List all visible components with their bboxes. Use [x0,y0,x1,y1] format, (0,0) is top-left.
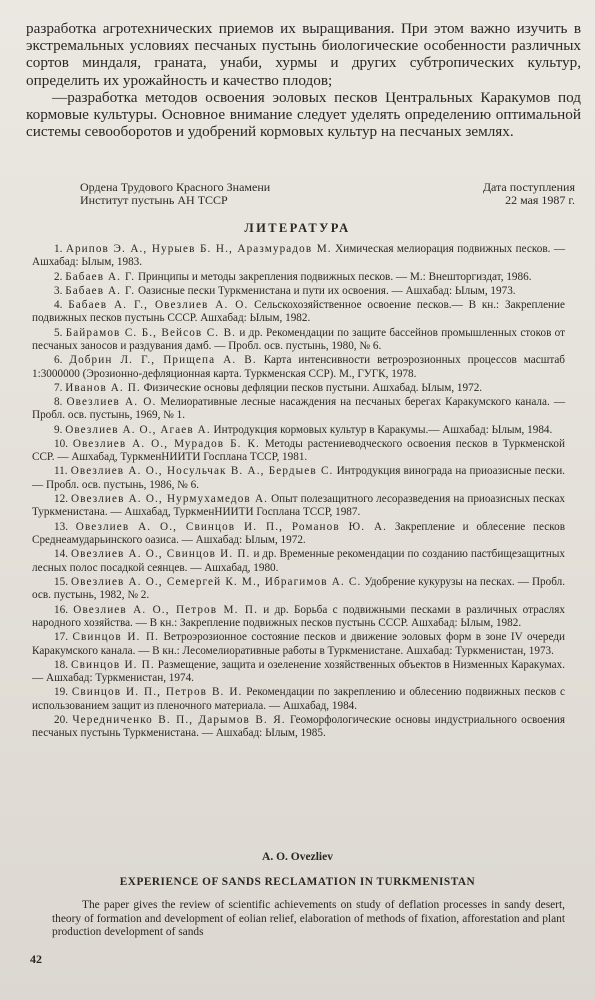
reference-number: 3. [54,284,66,297]
reference-item [32,659,565,686]
reference-item [32,327,565,354]
reference-item [32,521,565,548]
reference-item [32,243,565,270]
reference-authors: Бабаев А. Г., Овезлиев А. О. [68,299,249,312]
reference-item [32,714,565,741]
reference-authors: Свинцов И. П., Петров В. И. [71,686,243,699]
reference-number: 16. [54,603,74,616]
reference-number: 13. [54,520,76,533]
reference-item [32,382,565,395]
reference-authors: Свинцов И. П. [72,631,160,644]
reference-item [32,299,565,326]
reference-text: Карта интенсивности ветроэрозионных процессов масштаб 1:3000000 (Эрозионно-дефляционная карта. Туркменская ССР). М., ГУГК, 1978. [32,354,566,380]
page-number: 42 [30,952,42,966]
reference-number: 9. [54,423,66,436]
reference-authors: Бабаев А. Г. [65,284,136,297]
reference-text: Интродукция винограда на приоазисные пески. — Пробл. осв. пустынь, 1986, № 6. [32,465,565,491]
received-date [483,181,575,207]
reference-number: 12. [54,493,72,506]
affiliation [80,181,270,207]
reference-text: Закрепление и облесение песков Среднеамударьинского оазиса. — Ашхабад: Ылым, 1972. [32,520,565,547]
reference-number: 4. [54,299,69,312]
reference-number: 5. [54,326,66,339]
received-value: 22 мая 1987 г. [505,193,575,207]
reference-authors: Овезлиев А. О., Семергей К. М., Ибрагимов А. С. [71,575,362,588]
reference-text: Мелиоративные лесные насаждения на песчаных берегах Каракумского канала. — Пробл. осв. пустынь, 1969, № 1. [32,396,566,422]
summary-abstract: The paper gives the review of scientific achievements on study of deflation processes in sandy desert, theory of formation and development of eolian relief, elaboration of methods of fixation, afforestation and plant production development of sands [52,899,565,939]
reference-item [32,548,565,575]
reference-item [32,631,565,658]
reference-item [32,285,565,298]
reference-item [32,424,565,437]
intro-paragraph-1: разработка агротехнических приемов их выращивания. При этом важно изучить в экстремальных условиях песчаных пустынь биологические особенности различных сортов миндаля, граната, унаби, хурмы и других субтропических культур, определить их урожайность и качество плодов; [26,20,581,89]
affiliation-line-2: Институт пустынь АН ТССР [80,193,228,207]
reference-text: Ветроэрозионное состояние песков и движение эоловых форм в зоне IV очереди Каракумского канала. — В кн.: Лесомелиоративные работы в Туркменистане. Ашхабад: Туркменистан, 1973. [32,631,565,657]
reference-text: и др. Борьба с подвижными песками в различных отраслях народного хозяйства. — В кн.: Закрепление подвижных песков пустынь СССР. Ашхабад: Ылым, 1982. [32,603,566,629]
reference-authors: Бабаев А. Г. [65,270,136,283]
reference-item [32,604,565,631]
reference-authors: Иванов А. П. [65,381,141,394]
received-label: Дата поступления [482,180,575,194]
reference-text: Принципы и методы закрепления подвижных песков. — М.: Внешторгиздат, 1986. [135,270,532,283]
intro-paragraph-2: —разработка методов освоения эоловых песков Центральных Каракумов под кормовые культуры. Основное внимание следует уделять определению оптимальной системы севооборотов и удобрений кормовых культур на песчаных землях. [26,88,581,141]
reference-number: 17. [54,631,73,644]
reference-authors: Овезлиев А. О., Агаев А. [65,423,211,436]
reference-text: Физические основы дефляции песков пустыни. Ашхабад. Ылым, 1972. [140,381,483,394]
reference-authors: Добрин Л. Г., Прищепа А. В. [69,354,257,367]
intro-text [26,20,581,140]
reference-list [32,243,565,742]
reference-authors: Чередниченко В. П., Дарымов В. Я. [72,713,286,726]
reference-number: 7. [54,381,66,394]
reference-number: 8. [54,396,67,409]
reference-number: 11. [54,465,71,478]
reference-number: 20. [54,713,73,726]
reference-authors: Овезлиев А. О., Мурадов Б. К. [72,437,260,450]
reference-text: и др. Временные рекомендации по созданию пастбищезащитных лесных полос посадкой сеянцев. — Ашхабад, 1980. [32,548,566,574]
reference-number: 19. [54,686,72,699]
reference-text: Рекомендации по закреплению и облесению подвижных песков с использованием защит из пленочного материала. — Ашхабад, 1984. [32,686,565,712]
reference-number: 10. [54,437,73,450]
reference-authors: Байрамов С. Б., Вейсов С. В. [65,326,237,339]
reference-text: Интродукция кормовых культур в Каракумы.— Ашхабад: Ылым, 1984. [210,423,553,436]
reference-item [32,438,565,465]
reference-text: Оазисные пески Туркменистана и пути их освоения. — Ашхабад: Ылым, 1973. [135,284,516,297]
reference-number: 6. [54,354,70,367]
reference-authors: Овезлиев А. О., Петров М. П. [73,603,258,616]
reference-item [32,354,565,381]
reference-text: Сельскохозяйственное освоение песков.— В кн.: Закрепление подвижных песков пустынь СССР. Ашхабад: Ылым, 1982. [32,299,565,325]
reference-text: Опыт полезащитного лесоразведения на приоазисных песках Туркменистана. — Ашхабад, ТуркменНИИТИ Госплана ТССР, 1987. [32,493,566,519]
reference-number: 1. [54,243,66,255]
reference-number: 15. [54,575,71,588]
reference-authors: Овезлиев А. О. [66,396,157,409]
reference-authors: Овезлиев А. О., Носульчак В. А., Бердыев С. [70,465,334,478]
reference-text: Размещение, защита и озеленение хозяйственных объектов в Низменных Каракумах. — Ашхабад: Туркменистан, 1974. [32,658,566,685]
reference-number: 18. [54,658,72,671]
reference-text: Химическая мелиорация подвижных песков. — Ашхабад: Ылым, 1983. [32,243,566,269]
reference-item [32,686,565,713]
affiliation-line-1: Ордена Трудового Красного Знамени [80,180,271,194]
reference-text: Методы растениеводческого освоения песков в Туркменской ССР. — Ашхабад, ТуркменНИИТИ Госплана ТССР, 1981. [32,437,565,464]
reference-authors: Арипов Э. А., Нурыев Б. Н., Аразмурадов М. [65,243,332,255]
reference-item [32,396,565,423]
reference-authors: Свинцов И. П. [71,658,155,671]
reference-item [32,271,565,284]
reference-authors: Овезлиев А. О., Нурмухамедов А. [71,493,269,506]
reference-authors: Овезлиев А. О., Свинцов И. П. [71,548,251,561]
reference-text: и др. Рекомендации по защите бассейнов промышленных стоков от песчаных заносов и раздувания дамб. — Пробл. осв. пустынь, 1980, № 6. [32,326,566,353]
reference-item [32,493,565,520]
summary-author: A. O. Ovezliev [262,851,333,863]
reference-text: Удобрение кукурузы на песках. — Пробл. осв. пустынь, 1982, № 2. [32,575,566,602]
summary-title: EXPERIENCE OF SANDS RECLAMATION IN TURKMENISTAN [119,876,476,888]
reference-text: Геоморфологические основы индустриального освоения песчаных пустынь Туркменистана. — Ашхабад: Ылым, 1985. [32,713,566,740]
reference-number: 2. [54,270,66,283]
reference-authors: Овезлиев А. О., Свинцов И. П., Романов Ю. А. [75,520,388,533]
reference-item [32,576,565,603]
reference-number: 14. [54,548,71,561]
literature-heading: ЛИТЕРАТУРА [244,221,351,235]
reference-item [32,465,565,492]
